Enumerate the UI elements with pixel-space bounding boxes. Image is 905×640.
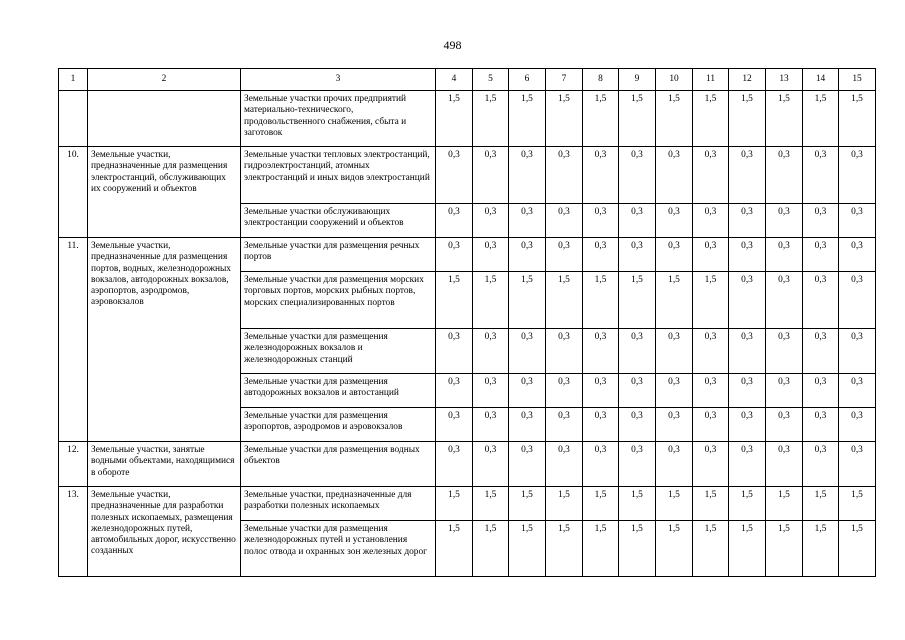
table-row (59, 487, 876, 521)
coefficient-cell: 1,5 (803, 487, 839, 521)
coefficient-cell: 1,5 (766, 487, 803, 521)
coefficient-cell: 0,3 (656, 442, 693, 487)
coefficient-cell: 0,3 (619, 442, 656, 487)
row-number-cell: 13. (59, 487, 88, 577)
coefficient-cell: 1,5 (729, 521, 766, 577)
coefficient-cell: 0,3 (839, 374, 876, 408)
coefficient-cell: 0,3 (729, 272, 766, 329)
coefficient-cell: 0,3 (473, 238, 509, 272)
coefficient-cell: 0,3 (473, 442, 509, 487)
coefficient-cell: 0,3 (583, 329, 619, 374)
coefficient-cell: 1,5 (656, 521, 693, 577)
coefficient-cell: 0,3 (619, 329, 656, 374)
coefficient-cell: 0,3 (509, 204, 546, 238)
coefficient-cell: 0,3 (693, 238, 729, 272)
coefficient-cell: 0,3 (766, 147, 803, 204)
coefficient-cell: 0,3 (693, 374, 729, 408)
coefficient-cell: 0,3 (803, 204, 839, 238)
coefficient-cell: 0,3 (509, 374, 546, 408)
coefficient-cell: 0,3 (619, 204, 656, 238)
column-header-15: 15 (839, 69, 876, 91)
coefficient-cell: 1,5 (583, 521, 619, 577)
land-category-cell: Земельные участки, предназначенные для размещения электростанций, обслуживающих их сооружений и объектов (88, 147, 241, 238)
coefficient-table (58, 68, 876, 577)
land-use-type-cell: Земельные участки для размещения речных портов (241, 238, 436, 272)
table-header-row (59, 69, 876, 91)
coefficient-cell: 1,5 (619, 487, 656, 521)
coefficient-cell: 0,3 (766, 238, 803, 272)
coefficient-cell: 1,5 (839, 521, 876, 577)
coefficient-cell: 1,5 (656, 487, 693, 521)
column-header-3: 3 (241, 69, 436, 91)
coefficient-cell: 0,3 (729, 442, 766, 487)
coefficient-cell: 0,3 (473, 204, 509, 238)
coefficient-cell: 1,5 (509, 272, 546, 329)
coefficient-cell: 1,5 (583, 272, 619, 329)
coefficient-cell: 0,3 (436, 204, 473, 238)
land-use-type-cell: Земельные участки для размещения морских торговых портов, морских рыбных портов, морских специализированных портов (241, 272, 436, 329)
coefficient-cell: 0,3 (583, 204, 619, 238)
coefficient-cell: 0,3 (803, 238, 839, 272)
coefficient-cell: 0,3 (693, 147, 729, 204)
coefficient-cell: 0,3 (729, 408, 766, 442)
coefficient-cell: 0,3 (656, 329, 693, 374)
coefficient-cell: 1,5 (693, 521, 729, 577)
coefficient-cell: 0,3 (729, 204, 766, 238)
coefficient-cell: 0,3 (619, 374, 656, 408)
coefficient-cell: 1,5 (803, 521, 839, 577)
coefficient-cell: 0,3 (583, 238, 619, 272)
coefficient-cell: 0,3 (436, 442, 473, 487)
column-header-7: 7 (546, 69, 583, 91)
coefficient-cell: 0,3 (436, 374, 473, 408)
coefficient-cell: 1,5 (693, 272, 729, 329)
table-row (59, 442, 876, 487)
coefficient-cell: 0,3 (546, 329, 583, 374)
coefficient-cell: 1,5 (766, 521, 803, 577)
column-header-2: 2 (88, 69, 241, 91)
coefficient-cell: 0,3 (546, 238, 583, 272)
coefficient-cell: 0,3 (693, 442, 729, 487)
coefficient-cell: 1,5 (436, 487, 473, 521)
coefficient-cell: 1,5 (546, 521, 583, 577)
coefficient-cell: 0,3 (803, 272, 839, 329)
coefficient-cell: 0,3 (766, 329, 803, 374)
coefficient-cell: 0,3 (839, 272, 876, 329)
table-row (59, 91, 876, 147)
coefficient-cell: 0,3 (436, 329, 473, 374)
coefficient-cell: 1,5 (546, 487, 583, 521)
coefficient-cell: 0,3 (766, 204, 803, 238)
land-use-type-cell: Земельные участки прочих предприятий материально-технического, продовольственного снабжения, сбыта и заготовок (241, 91, 436, 147)
coefficient-cell: 0,3 (509, 238, 546, 272)
coefficient-cell: 1,5 (656, 91, 693, 147)
coefficient-cell: 1,5 (436, 91, 473, 147)
coefficient-cell: 0,3 (693, 329, 729, 374)
coefficient-cell: 1,5 (583, 91, 619, 147)
coefficient-cell: 1,5 (729, 91, 766, 147)
column-header-14: 14 (803, 69, 839, 91)
column-header-6: 6 (509, 69, 546, 91)
coefficient-cell: 0,3 (546, 374, 583, 408)
coefficient-cell: 0,3 (766, 408, 803, 442)
row-number-cell: 11. (59, 238, 88, 442)
coefficient-cell: 0,3 (473, 329, 509, 374)
coefficient-cell: 1,5 (619, 91, 656, 147)
coefficient-cell: 0,3 (546, 147, 583, 204)
coefficient-cell: 0,3 (803, 147, 839, 204)
column-header-13: 13 (766, 69, 803, 91)
land-category-cell (88, 91, 241, 147)
coefficient-cell: 0,3 (473, 408, 509, 442)
coefficient-cell: 0,3 (729, 329, 766, 374)
coefficient-cell: 1,5 (436, 521, 473, 577)
land-category-cell: Земельные участки, предназначенные для размещения портов, водных, железнодорожных вокзалов, автодорожных вокзалов, аэропортов, аэродромов, аэровокзалов (88, 238, 241, 442)
coefficient-cell: 0,3 (509, 329, 546, 374)
coefficient-cell: 1,5 (656, 272, 693, 329)
coefficient-cell: 0,3 (803, 408, 839, 442)
coefficient-cell: 1,5 (509, 487, 546, 521)
coefficient-cell: 0,3 (729, 147, 766, 204)
column-header-12: 12 (729, 69, 766, 91)
coefficient-cell: 0,3 (546, 442, 583, 487)
row-number-cell (59, 91, 88, 147)
coefficient-cell: 0,3 (656, 238, 693, 272)
coefficient-cell: 0,3 (766, 272, 803, 329)
land-use-type-cell: Земельные участки тепловых электростанций, гидроэлектростанций, атомных электростанций и иных видов электростанций (241, 147, 436, 204)
column-header-4: 4 (436, 69, 473, 91)
coefficient-cell: 0,3 (583, 147, 619, 204)
coefficient-cell: 0,3 (619, 238, 656, 272)
coefficient-cell: 0,3 (803, 374, 839, 408)
coefficient-cell: 0,3 (803, 329, 839, 374)
row-number-cell: 10. (59, 147, 88, 238)
land-use-type-cell: Земельные участки для размещения железнодорожных путей и установления полос отвода и охранных зон железных дорог (241, 521, 436, 577)
coefficient-cell: 0,3 (839, 442, 876, 487)
column-header-5: 5 (473, 69, 509, 91)
column-header-11: 11 (693, 69, 729, 91)
land-use-type-cell: Земельные участки для размещения аэропортов, аэродромов и аэровокзалов (241, 408, 436, 442)
coefficient-cell: 0,3 (766, 374, 803, 408)
coefficient-cell: 0,3 (546, 204, 583, 238)
coefficient-cell: 1,5 (473, 91, 509, 147)
column-header-1: 1 (59, 69, 88, 91)
coefficient-cell: 0,3 (839, 204, 876, 238)
coefficient-cell: 0,3 (766, 442, 803, 487)
coefficient-cell: 1,5 (619, 272, 656, 329)
coefficient-cell: 0,3 (436, 408, 473, 442)
coefficient-cell: 0,3 (509, 442, 546, 487)
land-use-type-cell: Земельные участки для размещения автодорожных вокзалов и автостанций (241, 374, 436, 408)
row-number-cell: 12. (59, 442, 88, 487)
coefficient-cell: 0,3 (656, 147, 693, 204)
coefficient-cell: 0,3 (546, 408, 583, 442)
coefficient-cell: 1,5 (509, 521, 546, 577)
coefficient-cell: 1,5 (583, 487, 619, 521)
coefficient-cell: 1,5 (473, 521, 509, 577)
land-use-type-cell: Земельные участки для размещения железнодорожных вокзалов и железнодорожных станций (241, 329, 436, 374)
coefficient-cell: 1,5 (766, 91, 803, 147)
coefficient-cell: 1,5 (473, 272, 509, 329)
coefficient-cell: 1,5 (693, 487, 729, 521)
coefficient-cell: 1,5 (546, 272, 583, 329)
coefficient-cell: 1,5 (693, 91, 729, 147)
coefficient-cell: 0,3 (839, 147, 876, 204)
coefficient-cell: 1,5 (546, 91, 583, 147)
land-use-type-cell: Земельные участки для размещения водных объектов (241, 442, 436, 487)
table-row (59, 147, 876, 204)
coefficient-cell: 0,3 (839, 408, 876, 442)
coefficient-cell: 0,3 (729, 238, 766, 272)
coefficient-cell: 1,5 (619, 521, 656, 577)
page-number: 498 (443, 38, 462, 52)
coefficient-cell: 0,3 (729, 374, 766, 408)
coefficient-cell: 0,3 (619, 147, 656, 204)
coefficient-cell: 0,3 (473, 374, 509, 408)
land-category-cell: Земельные участки, занятые водными объектами, находящимися в обороте (88, 442, 241, 487)
coefficient-cell: 0,3 (583, 408, 619, 442)
coefficient-cell: 0,3 (509, 147, 546, 204)
coefficient-cell: 1,5 (839, 91, 876, 147)
coefficient-cell: 0,3 (839, 238, 876, 272)
coefficient-cell: 0,3 (473, 147, 509, 204)
column-header-8: 8 (583, 69, 619, 91)
coefficient-cell: 0,3 (656, 204, 693, 238)
column-header-9: 9 (619, 69, 656, 91)
coefficient-cell: 0,3 (583, 374, 619, 408)
land-use-type-cell: Земельные участки обслуживающих электростанции сооружений и объектов (241, 204, 436, 238)
coefficient-cell: 1,5 (839, 487, 876, 521)
coefficient-cell: 0,3 (583, 442, 619, 487)
coefficient-cell: 0,3 (509, 408, 546, 442)
table-row (59, 238, 876, 272)
coefficient-cell: 0,3 (693, 408, 729, 442)
column-header-10: 10 (656, 69, 693, 91)
coefficient-cell: 0,3 (656, 408, 693, 442)
land-category-cell: Земельные участки, предназначенные для разработки полезных ископаемых, размещения железнодорожных путей, автомобильных дорог, искусственно созданных (88, 487, 241, 577)
coefficient-cell: 0,3 (839, 329, 876, 374)
coefficient-cell: 0,3 (803, 442, 839, 487)
coefficient-cell: 0,3 (436, 238, 473, 272)
coefficient-cell: 0,3 (693, 204, 729, 238)
coefficient-cell: 1,5 (729, 487, 766, 521)
land-use-type-cell: Земельные участки, предназначенные для разработки полезных ископаемых (241, 487, 436, 521)
coefficient-cell: 0,3 (656, 374, 693, 408)
coefficient-cell: 1,5 (473, 487, 509, 521)
coefficient-cell: 0,3 (436, 147, 473, 204)
coefficient-cell: 0,3 (619, 408, 656, 442)
coefficient-cell: 1,5 (803, 91, 839, 147)
coefficient-cell: 1,5 (509, 91, 546, 147)
coefficient-cell: 1,5 (436, 272, 473, 329)
